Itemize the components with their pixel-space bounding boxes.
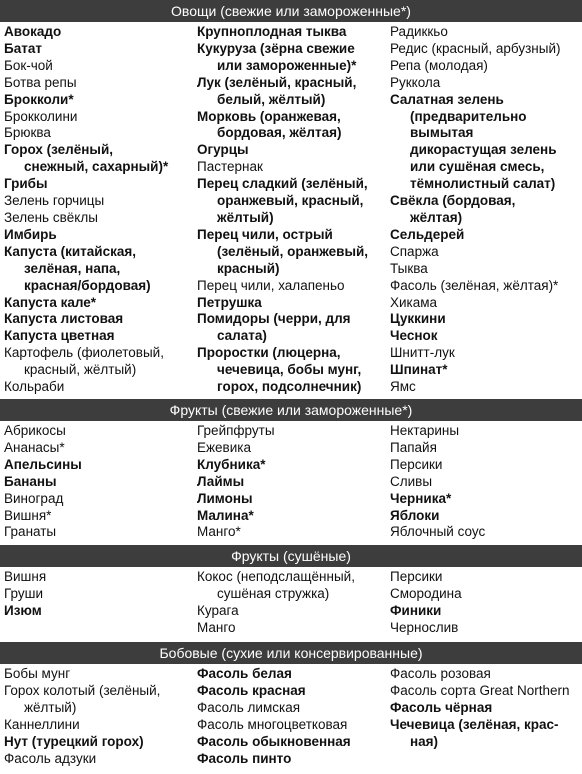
list-item [197,345,368,396]
item-text: Фасоль (зелёная, жёлтая)* [390,277,559,293]
list-item [197,569,355,603]
item-text: Хикама [390,294,438,310]
fresh-fruits-column-2 [197,423,275,541]
item-text: Кольраби [4,379,65,395]
list-item [4,75,168,92]
list-item [390,244,561,261]
item-text-continuation: красная/бордовая) [24,277,151,293]
item-text-continuation: бордовая, жёлтая) [217,125,342,141]
list-item [390,227,561,244]
list-item [4,751,160,768]
item-text: Свёкла (бордовая, [390,193,516,209]
list-item [390,41,561,58]
item-text: Перец сладкий (зелёный, [197,176,368,192]
item-text: Фасоль белая [197,666,292,681]
item-text: Ежевика [197,439,251,455]
item-text: Брюква [4,125,51,141]
item-text: Персики [390,569,443,584]
item-text: Фасоль красная [197,682,306,698]
item-text-continuation: оранжевый, красный, [217,193,364,209]
list-item [197,440,275,457]
item-text: Имбирь [4,226,57,242]
item-text: Картофель (фиолетовый, [4,345,164,361]
list-item [197,159,368,176]
item-text: Смородина [390,585,462,601]
dried-fruits-column-2 [197,569,355,637]
list-item [4,423,82,440]
item-text: Цуккини [390,311,446,327]
list-item [390,295,561,312]
item-text: Кокос (неподслащённый, [197,569,355,584]
list-item [197,227,368,278]
item-text: Морковь (оранжевая, [197,108,341,124]
item-text: Клубника* [197,456,266,472]
item-text-continuation: жёлтый) [24,699,77,715]
item-text: Фасоль адзуки [4,750,97,766]
item-text: Зелень свёклы [4,209,98,225]
list-item [4,683,160,717]
item-text-continuation: вымытая [410,125,474,141]
list-item [390,457,485,474]
dried-fruits-column-3 [390,569,462,637]
list-item [4,524,82,541]
list-item [4,717,160,734]
item-text: Фасоль многоцветковая [197,716,348,732]
item-text-continuation: салата) [217,328,267,344]
item-text: Папайя [390,439,437,455]
section-header-legumes: Бобовые (сухие или консервированные) [0,642,582,664]
item-text: Капуста кале* [4,294,97,310]
list-item [197,75,368,109]
list-item [197,295,368,312]
list-item [4,569,46,586]
item-text: Фасоль сорта Great Northern [390,682,570,698]
list-item [197,142,368,159]
item-text: Гранаты [4,524,57,540]
list-item [4,491,82,508]
list-item [390,586,462,603]
item-text: Изюм [4,602,42,618]
list-item [390,700,570,717]
item-text: Ямс [390,379,416,395]
item-text-continuation: жёлтая) [410,209,463,225]
item-text-continuation: белый, жёлтый) [217,91,326,107]
item-text: Яблоки [390,507,440,523]
item-text-continuation: или сушёная смесь, [410,159,545,175]
list-item [390,603,462,620]
list-item [197,423,275,440]
list-item [390,58,561,75]
item-text: Яблочный соус [390,524,486,540]
item-text-continuation: горох, подсолнечник) [217,379,362,395]
item-text: Руккола [390,74,441,90]
list-item [197,311,368,345]
list-item [390,423,485,440]
list-item [390,508,485,525]
item-text-continuation: красный, жёлтый) [24,362,137,378]
list-item [4,227,168,244]
list-item [4,92,168,109]
list-item [197,666,351,683]
list-item [4,109,168,126]
item-text-continuation: чечевица, бобы мунг, [217,362,362,378]
list-item [4,125,168,142]
list-item [390,345,561,362]
list-item [4,41,168,58]
list-item [390,379,561,396]
list-item [197,41,368,75]
legumes-column-2 [197,666,351,767]
list-item [197,603,355,620]
list-item [197,457,275,474]
item-text: Капуста листовая [4,311,124,327]
item-text: Бок-чой [4,57,53,73]
item-text: Перец чили, халапеньо [197,277,345,293]
list-item [390,666,570,683]
item-text: Нут (турецкий горох) [4,733,144,749]
item-text: Малина* [197,507,254,523]
item-text: Грибы [4,176,48,192]
section-header-fresh-fruits: Фрукты (свежие или замороженные*) [0,399,582,421]
item-text: Зелень горчицы [4,193,105,209]
item-text: Сливы [390,473,433,489]
item-text: Ананасы* [4,439,65,455]
item-text: Каннеллини [4,716,80,732]
item-text: Манго* [197,524,241,540]
list-item [390,474,485,491]
list-item [197,176,368,227]
list-item [4,603,46,620]
item-text-continuation: снежный, сахарный)* [24,159,169,175]
list-item [390,75,561,92]
section-header-dried-fruits: Фрукты (сушёные) [0,545,582,567]
list-item [197,24,368,41]
list-item [197,524,275,541]
list-item [390,328,561,345]
list-item [4,311,168,328]
list-item [390,193,561,227]
item-text: Салатная зелень [390,91,504,107]
item-text: Абрикосы [4,423,66,438]
item-text-continuation: или замороженные)* [217,57,357,73]
item-text: Капуста (китайская, [4,243,136,259]
item-text: Черника* [390,490,452,506]
item-text: Крупноплодная тыква [197,24,347,39]
list-item [4,379,168,396]
item-text: Персики [390,456,443,472]
item-text: Авокадо [4,24,62,39]
legumes-column-3 [390,666,570,751]
item-text-continuation: красный) [217,260,280,276]
list-item [4,586,46,603]
fresh-fruits-column-1 [4,423,82,541]
list-item [4,474,82,491]
legumes-column-1 [4,666,160,767]
list-item [4,345,168,379]
item-text: Брокколи* [4,91,74,107]
item-text: Горох (зелёный, [4,142,113,158]
section-header-vegetables: Овощи (свежие или замороженные*) [0,0,582,22]
list-item [390,620,462,637]
item-text: Фасоль обыкновенная [197,733,351,749]
item-text: Кукуруза (зёрна свежие [197,40,355,56]
list-item [4,58,168,75]
item-text: Проростки (люцерна, [197,345,341,361]
item-text: Шпинат* [390,362,448,378]
item-text-continuation: (предварительно [410,108,527,124]
item-text-continuation: ная) [410,733,439,749]
list-item [390,24,561,41]
item-text: Радиккьо [390,24,448,39]
item-text-continuation: сушёная стружка) [217,585,330,601]
list-item [197,717,351,734]
list-item [4,440,82,457]
item-text-continuation: жёлтый) [217,209,274,225]
list-item [390,569,462,586]
item-text: Брокколини [4,108,78,124]
dried-fruits-column-1 [4,569,46,620]
item-text: Батат [4,40,42,56]
list-item [197,620,355,637]
item-text: Петрушка [197,294,262,310]
item-text-continuation: дикорастущая зелень [410,142,557,158]
list-item [197,700,351,717]
list-item [390,524,485,541]
list-item [390,491,485,508]
list-item [4,24,168,41]
list-item [197,734,351,751]
item-text: Огурцы [197,142,249,158]
item-text: Сельдерей [390,226,465,242]
list-item [4,193,168,210]
item-text: Фасоль чёрная [390,699,493,715]
item-text: Бананы [4,473,57,489]
item-text: Груши [4,585,44,601]
item-text-continuation: (зелёный, оранжевый, [217,243,369,259]
item-text: Чечевица (зелёная, крас- [390,716,559,732]
list-item [4,176,168,193]
item-text-continuation: зелёная, напа, [24,260,121,276]
list-item [4,457,82,474]
item-text: Бобы мунг [4,666,71,681]
list-item [197,508,275,525]
item-text: Редис (красный, арбузный) [390,40,561,56]
list-item [390,717,570,751]
item-text: Нектарины [390,423,460,438]
list-item [390,440,485,457]
item-text: Вишня* [4,507,52,523]
vegetables-column-1 [4,24,168,396]
list-item [4,734,160,751]
list-item [4,142,168,176]
vegetables-column-3 [390,24,561,396]
list-item [4,210,168,227]
list-item [390,261,561,278]
item-text: Лаймы [197,473,245,489]
item-text: Фасоль розовая [390,666,491,681]
item-text: Виноград [4,490,64,506]
list-item [4,244,168,295]
item-text: Манго [197,619,236,635]
vegetables-column-2 [197,24,368,396]
item-text: Горох колотый (зелёный, [4,682,161,698]
item-text: Пастернак [197,159,263,175]
list-item [390,278,561,295]
list-item [4,508,82,525]
item-text: Чернослив [390,619,459,635]
item-text: Фасоль пинто [197,750,292,766]
list-item [4,295,168,312]
item-text: Фасоль лимская [197,699,301,715]
item-text: Грейпфруты [197,423,275,438]
item-text: Вишня [4,569,47,584]
list-item [390,362,561,379]
item-text: Лимоны [197,490,253,506]
fresh-fruits-column-3 [390,423,485,541]
list-item [4,666,160,683]
list-item [390,683,570,700]
item-text: Перец чили, острый [197,226,333,242]
list-item [390,92,561,193]
list-item [390,311,561,328]
item-text: Шнитт-лук [390,345,455,361]
item-text: Тыква [390,260,428,276]
list-item [197,683,351,700]
list-item [197,491,275,508]
item-text: Репа (молодая) [390,57,488,73]
list-item [197,109,368,143]
item-text: Курага [197,602,239,618]
item-text-continuation: тёмнолистный салат) [410,176,556,192]
item-text: Капуста цветная [4,328,115,344]
item-text: Финики [390,602,442,618]
list-item [197,278,368,295]
item-text: Спаржа [390,243,439,259]
item-text: Чеснок [390,328,438,344]
item-text: Ботва репы [4,74,77,90]
item-text: Помидоры (черри, для [197,311,351,327]
item-text: Лук (зелёный, красный, [197,74,357,90]
list-item [4,328,168,345]
list-item [197,474,275,491]
list-item [197,751,351,768]
item-text: Апельсины [4,456,82,472]
